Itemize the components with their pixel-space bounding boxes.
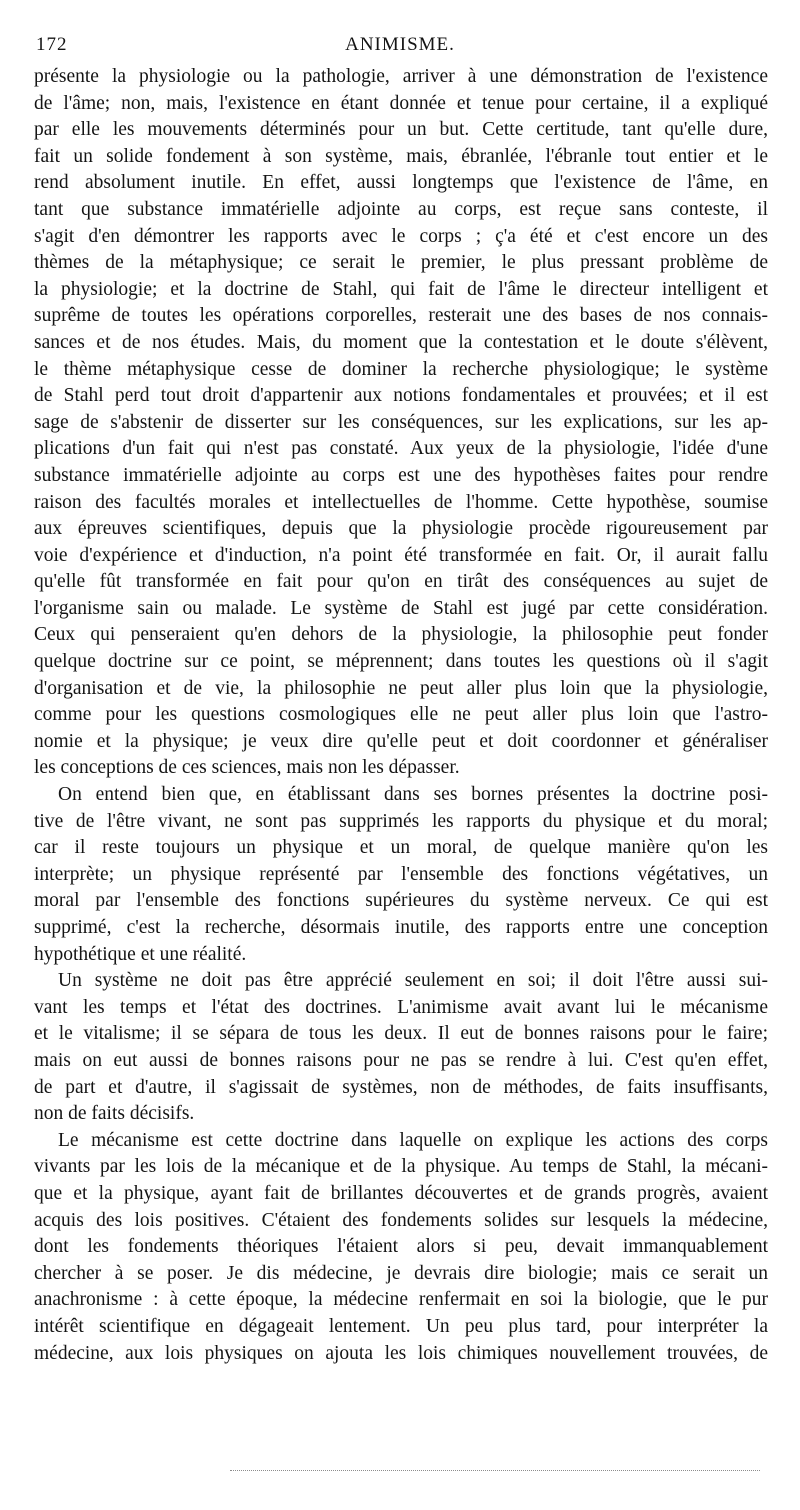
- text-line: plications d'un fait qui n'est pas constaté. Aux yeux de la physiologie, l'idée d'une: [34, 438, 768, 460]
- page-header: [32, 34, 768, 60]
- text-line: de part et d'autre, il s'agissait de systèmes, non de méthodes, de faits insuffisants,: [34, 1076, 768, 1098]
- text-line: Le mécanisme est cette doctrine dans laquelle on explique les actions des corps: [58, 1129, 768, 1151]
- text-line: le thème métaphysique cesse de dominer la recherche physiologique; le système: [34, 358, 768, 380]
- text-line: d'organisation et de vie, la philosophie ne peut aller plus loin que la physiologie,: [34, 677, 768, 699]
- text-line: acquis des lois positives. C'étaient des fondements solides sur lesquels la médecine,: [34, 1209, 768, 1231]
- text-line: Ceux qui penseraient qu'en dehors de la physiologie, la philosophie peut fonder: [34, 624, 768, 646]
- text-line: thèmes de la métaphysique; ce serait le premier, le plus pressant problème de: [34, 252, 768, 274]
- text-line: raison des facultés morales et intellectuelles de l'homme. Cette hypothèse, soumise: [34, 491, 768, 513]
- text-line: mais on eut aussi de bonnes raisons pour ne pas se rendre à lui. C'est qu'en effet,: [34, 1049, 768, 1071]
- paragraph: [34, 782, 768, 968]
- text-line: intérêt scientifique en dégageait lentement. Un peu plus tard, pour interpréter la: [34, 1315, 768, 1337]
- text-line: de Stahl perd tout droit d'appartenir aux notions fondamentales et prouvées; et il est: [34, 385, 768, 407]
- running-title: ANIMISME.: [345, 34, 455, 55]
- paragraph: [34, 64, 768, 782]
- text-line: substance immatérielle adjointe au corps est une des hypothèses faites pour rendre: [34, 464, 768, 486]
- text-line: hypothétique et une réalité.: [34, 943, 247, 965]
- text-line: comme pour les questions cosmologiques elle ne peut aller plus loin que l'astro-: [34, 704, 768, 726]
- text-line: dont les fondements théoriques l'étaient alors si peu, devait immanquablement: [34, 1236, 768, 1258]
- text-line: suprême de toutes les opérations corporelles, resterait une des bases de nos connais-: [34, 305, 768, 327]
- body-text: [34, 64, 768, 1367]
- text-line: la physiologie; et la doctrine de Stahl, qui fait de l'âme le directeur intelligent et: [34, 278, 768, 300]
- text-line: fait un solide fondement à son système, mais, ébranlée, l'ébranle tout entier et le: [34, 145, 768, 167]
- text-line: vivants par les lois de la mécanique et de la physique. Au temps de Stahl, la mécani-: [34, 1156, 768, 1178]
- text-line: les conceptions de ces sciences, mais non les dépasser.: [34, 757, 460, 779]
- text-line: aux épreuves scientifiques, depuis que la physiologie procède rigoureusement par: [34, 518, 768, 540]
- text-line: sances et de nos études. Mais, du moment que la contestation et le doute s'élèvent,: [34, 331, 768, 353]
- text-line: Un système ne doit pas être apprécié seulement en soi; il doit l'être aussi sui-: [58, 970, 768, 992]
- text-line: s'agit d'en démontrer les rapports avec le corps ; ç'a été et c'est encore un des: [34, 225, 768, 247]
- text-line: anachronisme : à cette époque, la médecine renfermait en soi la biologie, que le pur: [34, 1289, 768, 1311]
- footer-dotted-rule: [230, 1470, 760, 1471]
- text-line: car il reste toujours un physique et un moral, de quelque manière qu'on les: [34, 837, 768, 859]
- text-line: par elle les mouvements déterminés pour un but. Cette certitude, tant qu'elle dure,: [34, 119, 768, 141]
- text-line: présente la physiologie ou la pathologie, arriver à une démonstration de l'existence: [34, 66, 768, 87]
- paragraph: [34, 968, 768, 1128]
- paragraph: [34, 1128, 768, 1367]
- text-line: l'organisme sain ou malade. Le système de Stahl est jugé par cette considération.: [34, 597, 768, 619]
- text-line: non de faits décisifs.: [34, 1103, 195, 1125]
- text-line: voie d'expérience et d'induction, n'a point été transformée en fait. Or, il aurait fallu: [34, 544, 768, 566]
- text-line: tive de l'être vivant, ne sont pas supprimés les rapports du physique et du moral;: [34, 810, 768, 832]
- text-line: et le vitalisme; il se sépara de tous les deux. Il eut de bonnes raisons pour le faire;: [34, 1023, 768, 1045]
- text-line: vant les temps et l'état des doctrines. L'animisme avait avant lui le mécanisme: [34, 996, 768, 1018]
- text-line: de l'âme; non, mais, l'existence en étant donnée et tenue pour certaine, il a expliqué: [34, 92, 768, 114]
- text-line: moral par l'ensemble des fonctions supérieures du système nerveux. Ce qui est: [34, 890, 768, 912]
- text-line: chercher à se poser. Je dis médecine, je devrais dire biologie; mais ce serait un: [34, 1262, 768, 1284]
- text-line: sage de s'abstenir de disserter sur les conséquences, sur les explications, sur les ap-: [34, 411, 768, 433]
- text-line: interprète; un physique représenté par l'ensemble des fonctions végétatives, un: [34, 863, 768, 885]
- page-number: 172: [36, 34, 68, 55]
- text-line: nomie et la physique; je veux dire qu'elle peut et doit coordonner et généraliser: [34, 730, 768, 752]
- text-line: On entend bien que, en établissant dans ses bornes présentes la doctrine posi-: [58, 784, 768, 806]
- text-line: quelque doctrine sur ce point, se méprennent; dans toutes les questions où il s'agit: [34, 651, 768, 673]
- text-line: qu'elle fût transformée en fait pour qu'on en tirât des conséquences au sujet de: [34, 571, 768, 593]
- text-line: tant que substance immatérielle adjointe au corps, est reçue sans conteste, il: [34, 198, 768, 220]
- text-line: supprimé, c'est la recherche, désormais inutile, des rapports entre une conception: [34, 917, 768, 938]
- text-line: médecine, aux lois physiques on ajouta les lois chimiques nouvellement trouvées, de: [34, 1342, 768, 1364]
- text-line: que et la physique, ayant fait de brillantes découvertes et de grands progrès, avaient: [34, 1182, 768, 1204]
- text-line: rend absolument inutile. En effet, aussi longtemps que l'existence de l'âme, en: [34, 172, 768, 194]
